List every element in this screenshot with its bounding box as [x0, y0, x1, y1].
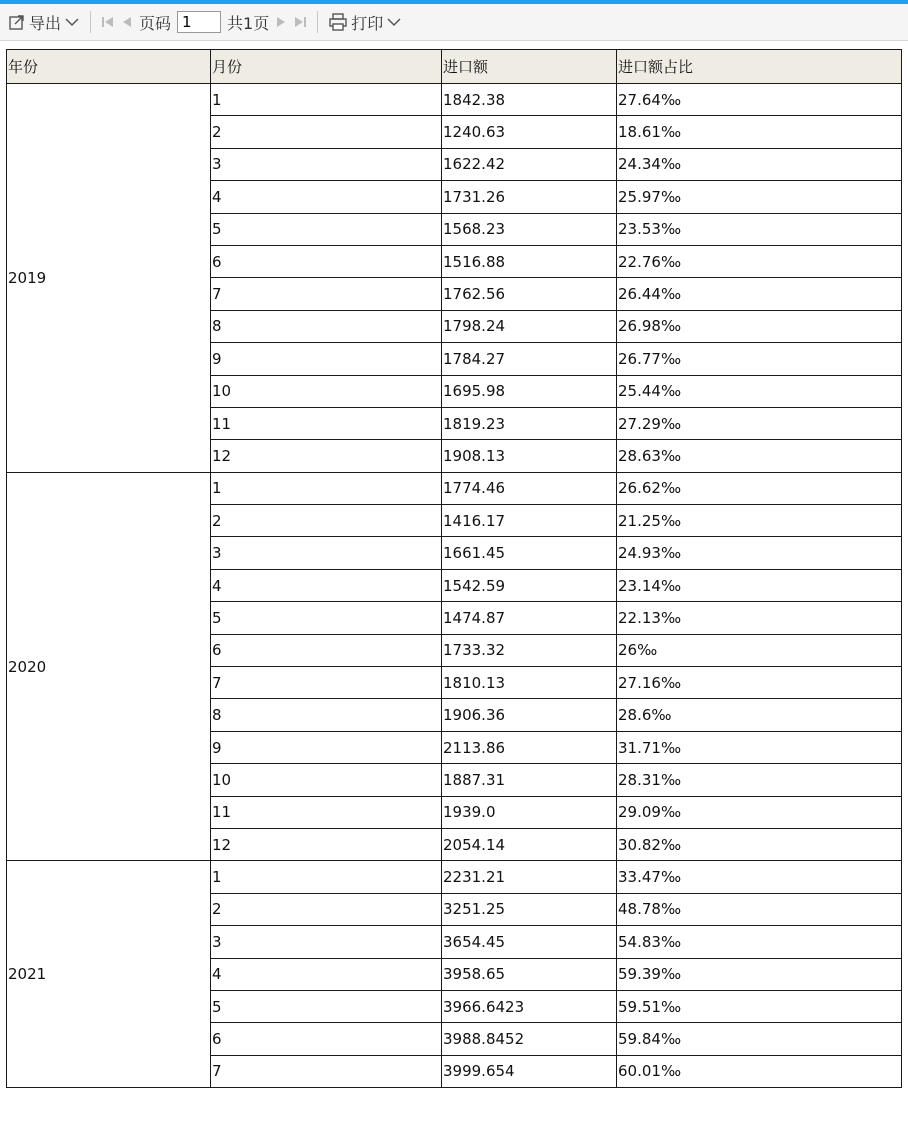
- import-amount-cell: 1542.59: [442, 569, 617, 601]
- toolbar-divider: [90, 11, 91, 33]
- month-cell: 7: [211, 278, 442, 310]
- import-amount-cell: 1762.56: [442, 278, 617, 310]
- month-cell: 2: [211, 893, 442, 925]
- import-share-cell: 25.97‰: [617, 181, 902, 213]
- import-amount-cell: 3999.654: [442, 1055, 617, 1087]
- year-cell: 2020: [7, 472, 211, 861]
- import-amount-cell: 3966.6423: [442, 990, 617, 1022]
- print-button[interactable]: [328, 11, 402, 34]
- import-amount-cell: 1568.23: [442, 213, 617, 245]
- page-label: 页码: [139, 13, 172, 33]
- year-cell: 2019: [7, 84, 211, 473]
- month-cell: 7: [211, 667, 442, 699]
- import-share-cell: 59.39‰: [617, 958, 902, 990]
- month-cell: 8: [211, 310, 442, 342]
- import-share-cell: 59.51‰: [617, 990, 902, 1022]
- total-pages-label: 共1页: [227, 13, 270, 33]
- first-page-icon[interactable]: [101, 16, 115, 28]
- table-header-row: [7, 50, 902, 84]
- month-cell: 2: [211, 116, 442, 148]
- import-share-cell: 26.44‰: [617, 278, 902, 310]
- month-cell: 12: [211, 440, 442, 472]
- import-share-cell: 28.63‰: [617, 440, 902, 472]
- import-amount-cell: 1416.17: [442, 505, 617, 537]
- month-cell: 6: [211, 634, 442, 666]
- month-cell: 5: [211, 990, 442, 1022]
- column-header-month: 月份: [211, 50, 442, 84]
- import-amount-cell: 1784.27: [442, 343, 617, 375]
- chevron-down-icon: [64, 13, 80, 32]
- import-share-cell: 27.29‰: [617, 407, 902, 439]
- table-body: [7, 84, 902, 1088]
- import-amount-cell: 1695.98: [442, 375, 617, 407]
- import-amount-cell: 1731.26: [442, 181, 617, 213]
- month-cell: 4: [211, 958, 442, 990]
- import-amount-cell: 1474.87: [442, 602, 617, 634]
- month-cell: 11: [211, 796, 442, 828]
- column-header-year: 年份: [7, 50, 211, 84]
- import-amount-cell: 1622.42: [442, 148, 617, 180]
- month-cell: 11: [211, 407, 442, 439]
- table-row: [7, 861, 902, 893]
- month-cell: 3: [211, 148, 442, 180]
- last-page-icon[interactable]: [293, 16, 307, 28]
- month-cell: 8: [211, 699, 442, 731]
- import-share-cell: 29.09‰: [617, 796, 902, 828]
- import-share-cell: 28.6‰: [617, 699, 902, 731]
- import-share-cell: 24.34‰: [617, 148, 902, 180]
- chevron-down-icon: [386, 13, 402, 32]
- month-cell: 5: [211, 602, 442, 634]
- month-cell: 7: [211, 1055, 442, 1087]
- import-amount-cell: 1906.36: [442, 699, 617, 731]
- month-cell: 6: [211, 245, 442, 277]
- print-icon: [328, 12, 348, 32]
- month-cell: 10: [211, 764, 442, 796]
- month-cell: 5: [211, 213, 442, 245]
- import-share-cell: 22.76‰: [617, 245, 902, 277]
- import-amount-cell: 1842.38: [442, 84, 617, 116]
- import-amount-cell: 2113.86: [442, 731, 617, 763]
- import-share-cell: 18.61‰: [617, 116, 902, 148]
- import-share-cell: 30.82‰: [617, 828, 902, 860]
- import-share-cell: 28.31‰: [617, 764, 902, 796]
- month-cell: 3: [211, 926, 442, 958]
- month-cell: 6: [211, 1023, 442, 1055]
- import-amount-cell: 1810.13: [442, 667, 617, 699]
- next-page-icon[interactable]: [275, 16, 287, 28]
- import-amount-cell: 1733.32: [442, 634, 617, 666]
- month-cell: 2: [211, 505, 442, 537]
- import-share-cell: 23.53‰: [617, 213, 902, 245]
- import-share-cell: 23.14‰: [617, 569, 902, 601]
- page-number-input[interactable]: [177, 11, 221, 33]
- import-share-cell: 27.16‰: [617, 667, 902, 699]
- column-header-import-share: 进口额占比: [617, 50, 902, 84]
- import-amount-cell: 3654.45: [442, 926, 617, 958]
- import-share-cell: 59.84‰: [617, 1023, 902, 1055]
- pager: [101, 11, 307, 34]
- import-amount-cell: 1516.88: [442, 245, 617, 277]
- toolbar-divider: [317, 11, 318, 33]
- import-share-cell: 26.62‰: [617, 472, 902, 504]
- table-row: [7, 84, 902, 116]
- month-cell: 1: [211, 84, 442, 116]
- import-share-cell: 54.83‰: [617, 926, 902, 958]
- import-share-cell: 31.71‰: [617, 731, 902, 763]
- import-amount-cell: 2054.14: [442, 828, 617, 860]
- import-share-cell: 25.44‰: [617, 375, 902, 407]
- month-cell: 10: [211, 375, 442, 407]
- month-cell: 4: [211, 569, 442, 601]
- import-amount-cell: 1819.23: [442, 407, 617, 439]
- import-amount-cell: 1774.46: [442, 472, 617, 504]
- import-amount-cell: 1887.31: [442, 764, 617, 796]
- export-label: 导出: [29, 13, 62, 33]
- import-share-cell: 21.25‰: [617, 505, 902, 537]
- import-share-cell: 24.93‰: [617, 537, 902, 569]
- month-cell: 9: [211, 343, 442, 375]
- month-cell: 3: [211, 537, 442, 569]
- month-cell: 9: [211, 731, 442, 763]
- import-share-cell: 33.47‰: [617, 861, 902, 893]
- import-share-cell: 26.98‰: [617, 310, 902, 342]
- import-amount-cell: 3958.65: [442, 958, 617, 990]
- import-share-cell: 60.01‰: [617, 1055, 902, 1087]
- month-cell: 1: [211, 861, 442, 893]
- import-amount-cell: 2231.21: [442, 861, 617, 893]
- import-amount-cell: 1661.45: [442, 537, 617, 569]
- prev-page-icon[interactable]: [121, 16, 133, 28]
- table-row: [7, 472, 902, 504]
- import-amount-cell: 3251.25: [442, 893, 617, 925]
- import-amount-cell: 1798.24: [442, 310, 617, 342]
- month-cell: 12: [211, 828, 442, 860]
- column-header-import-amount: 进口额: [442, 50, 617, 84]
- export-icon: [8, 13, 26, 31]
- import-report-table: [6, 49, 902, 1088]
- import-amount-cell: 1908.13: [442, 440, 617, 472]
- export-button[interactable]: [8, 11, 80, 34]
- year-cell: 2021: [7, 861, 211, 1088]
- month-cell: 1: [211, 472, 442, 504]
- import-share-cell: 27.64‰: [617, 84, 902, 116]
- report-toolbar: [0, 0, 908, 41]
- import-amount-cell: 1240.63: [442, 116, 617, 148]
- import-share-cell: 26.77‰: [617, 343, 902, 375]
- print-label: 打印: [351, 13, 384, 33]
- import-amount-cell: 3988.8452: [442, 1023, 617, 1055]
- import-share-cell: 22.13‰: [617, 602, 902, 634]
- import-share-cell: 26‰: [617, 634, 902, 666]
- import-share-cell: 48.78‰: [617, 893, 902, 925]
- import-amount-cell: 1939.0: [442, 796, 617, 828]
- month-cell: 4: [211, 181, 442, 213]
